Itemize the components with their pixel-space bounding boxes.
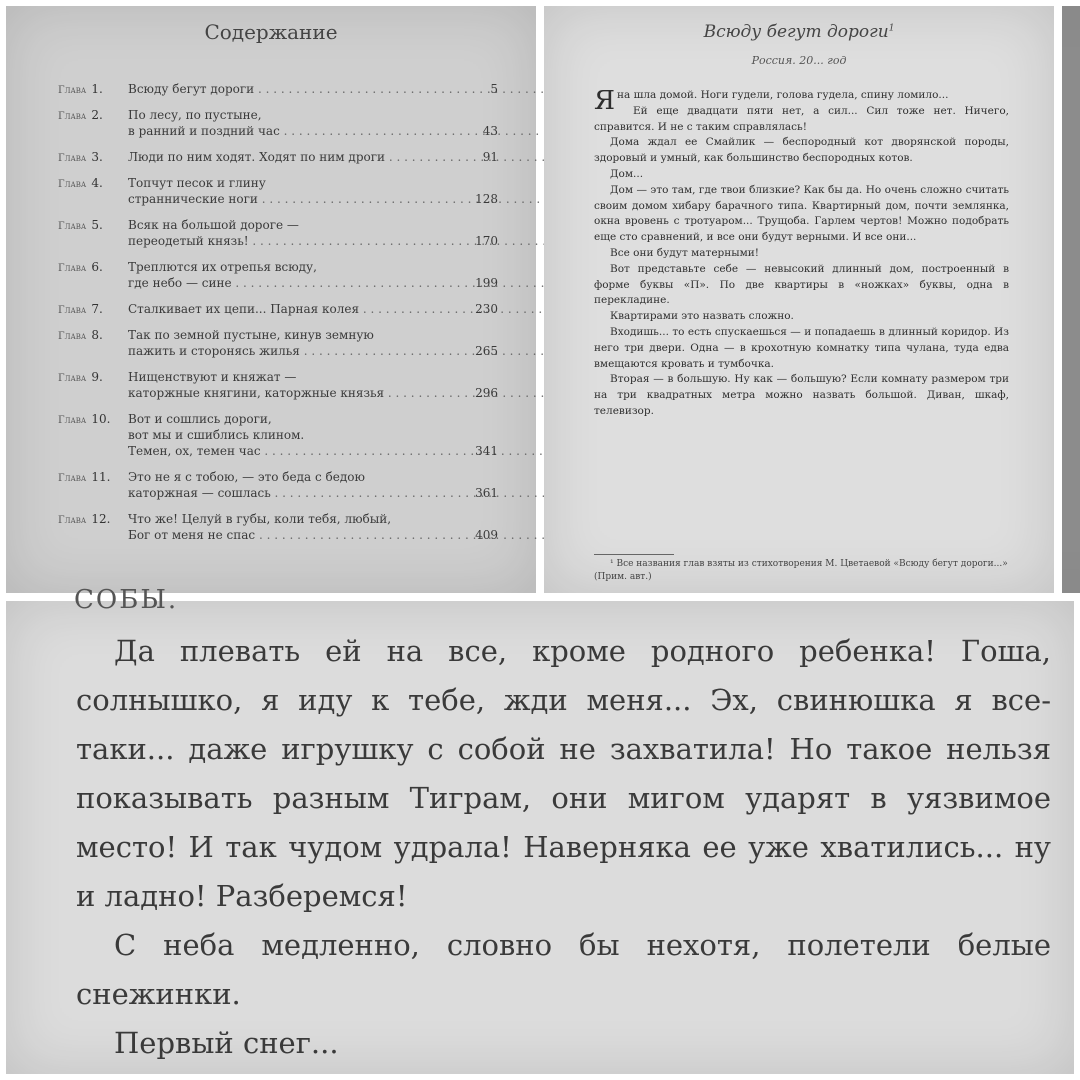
toc-title: Содержание (204, 20, 338, 44)
chapter-paragraph: Все они будут матерными! (610, 246, 760, 259)
toc-entry (58, 107, 498, 139)
toc-label-word: Глава (58, 473, 87, 484)
toc-chapter-title-line: где небо — сине . . . (128, 275, 454, 291)
toc-chapter-label (58, 81, 116, 99)
toc-chapter-number: 9. (91, 370, 103, 384)
toc-page-number: 128 (475, 192, 498, 206)
toc-label-word: Глава (58, 179, 87, 190)
toc-chapter-label (58, 411, 116, 429)
toc-page-photo (6, 6, 536, 593)
toc-page-number: 409 (475, 528, 498, 542)
toc-chapter-title-line: переодетый князь! . . . (128, 233, 454, 249)
chapter-paragraph: Входишь... то есть спускаешься — и попадаешь в длинный коридор. Из него три двери. Одна — в крохотную комнатку типа чулана, туда едва вмещаются кровать и тумбочка. (594, 325, 1009, 370)
drop-cap: Я (594, 86, 615, 116)
toc-page-number: 5 (490, 82, 498, 96)
zoom-paragraph: С неба медленно, словно бы нехотя, полетели белые снежинки. (76, 928, 1051, 1011)
chapter-page-photo (544, 6, 1054, 593)
footnote-text: ¹ Все названия глав взяты из стихотворения М. Цветаевой «Всюду бегут дороги...» (Прим. авт.) (594, 559, 1008, 582)
footnote-divider (594, 554, 674, 555)
toc-page-number: 296 (475, 386, 498, 400)
chapter-paragraph: Дом — это там, где твои близкие? Как бы да. Но очень сложно считать своим домом хибару барачного типа. Квартирный дом, почти землянка, окна вровень с тротуаром... Трущоба. Гарлем чертов! Можно подобрать еще сто сравнений, и все они будут верными. И все они... (594, 183, 1009, 244)
chapter-title (544, 22, 1054, 42)
toc-chapter-title-line: вот мы и сшиблись клином. (128, 428, 305, 442)
footnote-mark: 1 (888, 23, 895, 34)
toc-chapter-title-line: Нищенствуют и княжат — (128, 370, 297, 384)
toc-chapter-title-line: в ранний и поздний час . . . (128, 123, 454, 139)
toc-chapter-title-line: страннические ноги . . . (128, 191, 454, 207)
toc-label-word: Глава (58, 221, 87, 232)
toc-label-word: Глава (58, 153, 87, 164)
chapter-paragraph: Вот представьте себе — невысокий длинный дом, построенный в форме буквы «П». По две квартиры в «ножках» буквы, одна в перекладине. (594, 262, 1009, 307)
toc-entry (58, 175, 498, 207)
toc-page-number: 170 (475, 234, 498, 248)
toc-page-number: 265 (475, 344, 498, 358)
chapter-title-text: Всюду бегут дороги (703, 22, 889, 42)
chapter-paragraph: Дом... (610, 167, 644, 180)
toc-chapter-label (58, 327, 116, 345)
toc-entry (58, 511, 498, 543)
toc-label-word: Глава (58, 305, 87, 316)
toc-entry (58, 217, 498, 249)
toc-chapter-number: 5. (91, 218, 103, 232)
toc-chapter-label (58, 259, 116, 277)
toc-chapter-number: 1. (91, 82, 103, 96)
toc-label-word: Глава (58, 263, 87, 274)
toc-page-number: 230 (475, 302, 498, 316)
toc-chapter-label (58, 149, 116, 167)
toc-chapter-number: 4. (91, 176, 103, 190)
toc-chapter-number: 2. (91, 108, 103, 122)
toc-chapter-label (58, 469, 116, 487)
toc-entry (58, 259, 498, 291)
toc-chapter-number: 3. (91, 150, 103, 164)
toc-chapter-title-line: пажить и сторонясь жилья . . . (128, 343, 454, 359)
toc-chapter-title-line: Вот и сошлись дороги, (128, 412, 272, 426)
toc-chapter-title-line: Всюду бегут дороги . . . (128, 81, 454, 97)
toc-entry (58, 149, 498, 165)
toc-chapter-label (58, 107, 116, 125)
toc-page-number: 91 (482, 150, 498, 164)
zoom-paragraph: Первый снег... (114, 1026, 339, 1060)
toc-entry (58, 411, 498, 459)
toc-chapter-title-line: каторжная — сошлась . . . (128, 485, 454, 501)
toc-chapter-label (58, 511, 116, 529)
chapter-first-paragraph (594, 86, 1009, 116)
toc-chapter-title-line: Топчут песок и глину (128, 176, 266, 190)
chapter-paragraph: Ей еще двадцати пяти нет, а сил... Сил тоже нет. Ничего, справится. И не с таким справлялась! (594, 104, 1009, 133)
first-paragraph-text: на шла домой. Ноги гудели, голова гудела, спину ломило... (617, 89, 949, 101)
zoom-paragraph: Да плевать ей на все, кроме родного ребенка! Гоша, солнышко, я иду к тебе, жди меня... Эх, свинюшка я все-таки... даже игрушку с собой не захватила! Но такое нельзя показывать разным Тиграм, они мигом ударят в уязвимое место! И так чудом удрала! Наверняка ее уже хватились... ну и ладно! Разберемся! (76, 634, 1051, 913)
toc-label-word: Глава (58, 515, 87, 526)
chapter-paragraph: Квартирами это назвать сложно. (610, 310, 794, 323)
chapter-subtitle: Россия. 20... год (751, 54, 847, 67)
toc-label-word: Глава (58, 373, 87, 384)
toc-chapter-number: 12. (91, 512, 111, 526)
toc-entry (58, 81, 498, 97)
toc-chapter-number: 8. (91, 328, 103, 342)
toc-page-number: 199 (475, 276, 498, 290)
zoomed-excerpt-photo (6, 585, 1074, 1074)
toc-entry (58, 469, 498, 501)
edge-strip (1062, 6, 1080, 593)
toc-chapter-title-line: По лесу, по пустыне, (128, 108, 262, 122)
toc-chapter-title-line: Треплются их отрепья всюду, (128, 260, 317, 274)
toc-chapter-title-line: Сталкивает их цепи... Парная колея . . . (128, 301, 454, 317)
toc-chapter-label (58, 369, 116, 387)
toc-chapter-number: 11. (91, 470, 111, 484)
toc-page-number: 43 (482, 124, 498, 138)
toc-chapter-title-line: Всяк на большой дороге — (128, 218, 299, 232)
toc-chapter-number: 6. (91, 260, 103, 274)
toc-chapter-title-line: Люди по ним ходят. Ходят по ним дроги . . . (128, 149, 454, 165)
toc-entry (58, 301, 498, 317)
chapter-body (594, 88, 1009, 420)
toc-chapter-label (58, 175, 116, 193)
toc-chapter-number: 10. (91, 412, 111, 426)
toc-chapter-number: 7. (91, 302, 103, 316)
chapter-paragraph: Вторая — в большую. Ну как — большую? Если комнату размером три на три квадратных метра можно назвать большой. Диван, шкаф, телевизор. (594, 373, 1009, 417)
toc-chapter-label (58, 301, 116, 319)
toc-chapter-label (58, 217, 116, 235)
toc-chapter-title-line: Что же! Целуй в губы, коли тебя, любый, (128, 512, 392, 526)
chapter-paragraph: Дома ждал ее Смайлик — беспородный кот дворянской породы, здоровый и умный, как большинство беспородных котов. (594, 136, 1009, 165)
toc-label-word: Глава (58, 415, 87, 426)
toc-page-number: 341 (475, 444, 498, 458)
toc-chapter-title-line: Так по земной пустыне, кинув земную (128, 328, 374, 342)
toc-entry (58, 369, 498, 401)
toc-label-word: Глава (58, 111, 87, 122)
zoomed-body (76, 627, 1051, 1068)
toc-chapter-title-line: Бог от меня не спас . . . (128, 527, 454, 543)
toc-page-number: 361 (475, 486, 498, 500)
toc-label-word: Глава (58, 85, 87, 96)
toc-chapter-title-line: Темен, ох, темен час . . . (128, 443, 454, 459)
toc-list (58, 81, 498, 553)
toc-label-word: Глава (58, 331, 87, 342)
toc-chapter-title-line: каторжные княгини, каторжные князья . . . (128, 385, 454, 401)
toc-entry (58, 327, 498, 359)
toc-chapter-title-line: Это не я с тобою, — это беда с бедою (128, 470, 365, 484)
cut-off-line: СОБЫ. (74, 585, 179, 615)
